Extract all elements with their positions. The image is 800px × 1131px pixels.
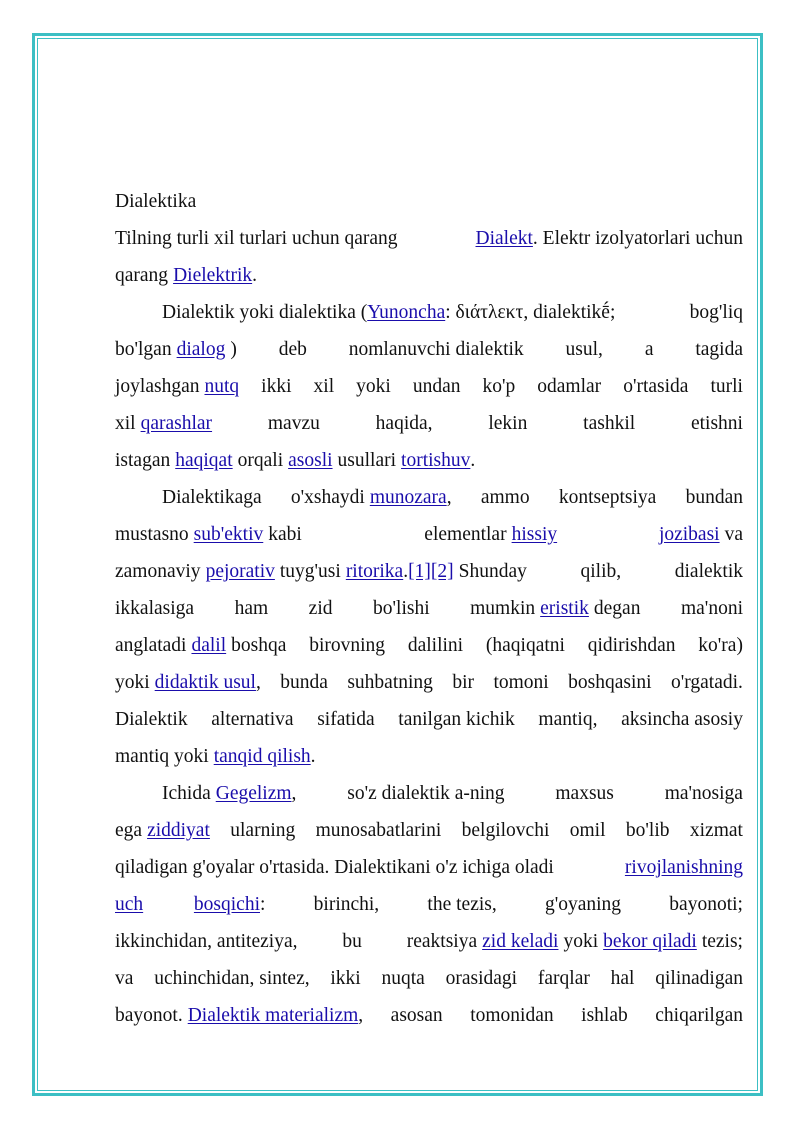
text: tomoni bbox=[493, 672, 549, 693]
text: hissiy bbox=[511, 524, 558, 545]
link-nutq[interactable]: nutq bbox=[204, 376, 240, 397]
link-ref-1[interactable]: [1] bbox=[408, 561, 431, 582]
p4-line-3 bbox=[115, 849, 743, 886]
text: bayonot. bbox=[115, 1005, 183, 1026]
link-dalil[interactable]: dalil bbox=[191, 635, 227, 656]
text: bog'liq bbox=[689, 302, 743, 323]
text: bo'lishi bbox=[373, 598, 430, 619]
text: ma'nosiga bbox=[664, 783, 743, 804]
text: ikkalasiga bbox=[115, 598, 195, 619]
text: yoki bbox=[563, 931, 599, 952]
link-gegelizm[interactable]: Gegelizm bbox=[215, 783, 292, 804]
text: degan bbox=[593, 598, 641, 619]
text: , bbox=[255, 672, 261, 693]
text: anglatadi bbox=[115, 635, 187, 656]
text: bo'lgan bbox=[115, 339, 172, 360]
p3-line-8 bbox=[115, 738, 743, 775]
link-subektiv[interactable]: sub'ektiv bbox=[193, 524, 264, 545]
text: tezis; bbox=[701, 931, 743, 952]
text: undan bbox=[412, 376, 461, 397]
p3-line-1 bbox=[115, 479, 743, 516]
text: boshqasini bbox=[568, 672, 652, 693]
p3-line-7 bbox=[115, 701, 743, 738]
text: qidirishdan bbox=[587, 635, 676, 656]
p4-line-2 bbox=[115, 812, 743, 849]
text: asosan bbox=[390, 1005, 443, 1026]
p2-line-5 bbox=[115, 442, 743, 479]
text: Ichida bbox=[162, 783, 211, 804]
link-ziddiyat[interactable]: ziddiyat bbox=[147, 820, 210, 841]
p2-line-4 bbox=[115, 405, 743, 442]
text: . Elektr izolyatorlari uchun bbox=[532, 228, 743, 249]
text: Dialektik bbox=[115, 709, 188, 730]
text: , bbox=[446, 487, 452, 508]
link-with-colon bbox=[115, 886, 265, 923]
text: alternativa bbox=[211, 709, 294, 730]
text: kontseptsiya bbox=[558, 487, 657, 508]
p3-line-2 bbox=[115, 516, 743, 553]
text: birovning bbox=[309, 635, 386, 656]
link-dialekt[interactable]: Dialekt bbox=[475, 228, 533, 249]
text: bo'lib bbox=[625, 820, 670, 841]
link-tanqid-qilish[interactable]: tanqid qilish bbox=[213, 746, 311, 767]
text: usul, bbox=[565, 339, 603, 360]
text: yoki bbox=[115, 672, 150, 693]
text: bir bbox=[452, 672, 475, 693]
p3-line-4 bbox=[115, 590, 743, 627]
text: deb bbox=[278, 339, 307, 360]
link-dialektik-materializm[interactable]: Dialektik materializm bbox=[187, 1005, 359, 1026]
document-title bbox=[115, 183, 743, 220]
text: nuqta bbox=[381, 968, 425, 989]
text: tagida bbox=[695, 339, 743, 360]
text: mavzu bbox=[267, 413, 320, 434]
text: Dialektik yoki dialektika ( bbox=[162, 302, 368, 323]
text: tomonidan bbox=[470, 1005, 554, 1026]
text: xil bbox=[313, 376, 335, 397]
text: bu bbox=[342, 931, 362, 952]
text: jozibasi bbox=[658, 524, 720, 545]
text: . bbox=[252, 265, 257, 286]
text: suhbatning bbox=[347, 672, 433, 693]
text: maxsus bbox=[555, 783, 614, 804]
text: ikki bbox=[261, 376, 292, 397]
link-pejorativ[interactable]: pejorativ bbox=[205, 561, 275, 582]
text: belgilovchi bbox=[461, 820, 550, 841]
text: bunda bbox=[280, 672, 328, 693]
text: o'rgatadi. bbox=[670, 672, 743, 693]
text: ) bbox=[230, 339, 237, 360]
text: tashkil bbox=[583, 413, 636, 434]
link-uch-bosqichi[interactable] bbox=[115, 886, 260, 923]
text: o'rtasida bbox=[623, 376, 689, 397]
p4-line-4 bbox=[115, 886, 743, 923]
text: orasidagi bbox=[445, 968, 518, 989]
text: omil bbox=[569, 820, 606, 841]
text: etishni bbox=[690, 413, 743, 434]
link-dialog[interactable]: dialog bbox=[176, 339, 226, 360]
text: haqida, bbox=[375, 413, 433, 434]
text: bayonoti; bbox=[669, 894, 743, 915]
link-rivojlanishning[interactable]: rivojlanishning bbox=[624, 857, 743, 878]
p3-line-6 bbox=[115, 664, 743, 701]
text: ikki bbox=[330, 968, 361, 989]
text: so'z dialektik a-ning bbox=[347, 783, 505, 804]
p3-line-5 bbox=[115, 627, 743, 664]
link-yunoncha[interactable]: Yunoncha bbox=[367, 302, 446, 323]
link-didaktik-usul[interactable]: didaktik usul bbox=[154, 672, 256, 693]
text: ko'ra) bbox=[698, 635, 743, 656]
text: tuyg'usi bbox=[279, 561, 341, 582]
text: , bbox=[358, 1005, 364, 1026]
text: zid bbox=[308, 598, 333, 619]
text: farqlar bbox=[537, 968, 590, 989]
text: . bbox=[403, 561, 409, 582]
link-haqiqat[interactable]: haqiqat bbox=[175, 450, 233, 471]
text: qilinadigan bbox=[655, 968, 743, 989]
text: xizmat bbox=[689, 820, 743, 841]
text: birinchi, bbox=[313, 894, 380, 915]
text: Tilning turli xil turlari uchun qarang bbox=[115, 228, 398, 249]
p2-line-2 bbox=[115, 331, 743, 368]
p4-line-1 bbox=[115, 775, 743, 812]
link-asosli[interactable]: asosli bbox=[288, 450, 333, 471]
text: mumkin bbox=[470, 598, 536, 619]
text: , bbox=[291, 783, 297, 804]
link-tortishuv[interactable]: tortishuv bbox=[401, 450, 471, 471]
p4-line-5 bbox=[115, 923, 743, 960]
text: kabi bbox=[268, 524, 302, 545]
text: mustasno bbox=[115, 524, 189, 545]
text: bundan bbox=[685, 487, 743, 508]
text: Shunday bbox=[458, 561, 527, 582]
link-munozara[interactable]: munozara bbox=[369, 487, 447, 508]
text: istagan bbox=[115, 450, 171, 471]
text: o'xshaydi bbox=[290, 487, 365, 508]
text: . bbox=[470, 450, 476, 471]
text: dialektik bbox=[674, 561, 743, 582]
link-eristik[interactable]: eristik bbox=[540, 598, 589, 619]
text: va bbox=[115, 968, 134, 989]
text: sifatida bbox=[317, 709, 375, 730]
text: uch bbox=[115, 894, 144, 915]
text: qilib, bbox=[580, 561, 622, 582]
link-ref-2[interactable]: [2] bbox=[430, 561, 454, 582]
text: odamlar bbox=[537, 376, 602, 397]
text: lekin bbox=[488, 413, 528, 434]
text: ko'p bbox=[482, 376, 516, 397]
text: mantiq, bbox=[538, 709, 598, 730]
p1-line-1 bbox=[115, 220, 743, 257]
text: aksincha asosiy bbox=[621, 709, 743, 730]
p2-line-1 bbox=[115, 294, 743, 331]
text: qarang bbox=[115, 265, 169, 286]
text: ham bbox=[234, 598, 269, 619]
text: ularning bbox=[230, 820, 296, 841]
text: turli bbox=[710, 376, 743, 397]
text: xil bbox=[115, 413, 136, 434]
link-dielektrik[interactable]: Dielektrik bbox=[173, 265, 253, 286]
p1-line-2 bbox=[115, 257, 743, 294]
text: uchinchidan, sintez, bbox=[154, 968, 310, 989]
text: ikkinchidan, antiteziya, bbox=[115, 931, 298, 952]
text: bosqichi bbox=[193, 894, 260, 915]
text: orqali bbox=[237, 450, 284, 471]
link-bekor-qiladi[interactable]: bekor qiladi bbox=[603, 931, 697, 952]
text: yoki bbox=[356, 376, 391, 397]
link-qarashlar[interactable]: qarashlar bbox=[140, 413, 213, 434]
text: joylashgan bbox=[115, 376, 200, 397]
text: (haqiqatni bbox=[485, 635, 565, 656]
p2-line-3 bbox=[115, 368, 743, 405]
document-body bbox=[115, 183, 743, 1034]
p3-line-3 bbox=[115, 553, 743, 590]
text: hal bbox=[610, 968, 635, 989]
text: : διάτλεκτ, dialektikḗ; bbox=[445, 302, 616, 323]
p4-line-7 bbox=[115, 997, 743, 1034]
text: ega bbox=[115, 820, 143, 841]
text: boshqa bbox=[231, 635, 287, 656]
title-text: Dialektika bbox=[115, 191, 197, 212]
text: ma'noni bbox=[680, 598, 743, 619]
link-ritorika[interactable]: ritorika bbox=[345, 561, 404, 582]
text: elementlar bbox=[424, 524, 507, 545]
text: tanilgan kichik bbox=[398, 709, 515, 730]
link-zid-keladi[interactable]: zid keladi bbox=[482, 931, 559, 952]
text: mantiq yoki bbox=[115, 746, 209, 767]
text: qiladigan g'oyalar o'rtasida. Dialektikani o'z ichiga oladi bbox=[115, 857, 554, 878]
text: chiqarilgan bbox=[655, 1005, 743, 1026]
text: munosabatlarini bbox=[315, 820, 442, 841]
text: . bbox=[310, 746, 316, 767]
text: zamonaviy bbox=[115, 561, 201, 582]
text: g'oyaning bbox=[544, 894, 622, 915]
text: nomlanuvchi dialektik bbox=[348, 339, 524, 360]
text: Dialektikaga bbox=[162, 487, 262, 508]
text: va bbox=[724, 524, 743, 545]
p4-line-6 bbox=[115, 960, 743, 997]
text: a bbox=[644, 339, 654, 360]
text: usullari bbox=[337, 450, 397, 471]
link-hissiy-jozibasi[interactable] bbox=[512, 516, 720, 553]
text: ishlab bbox=[581, 1005, 628, 1026]
text: reaktsiya bbox=[406, 931, 478, 952]
text: the tezis, bbox=[427, 894, 497, 915]
text: : bbox=[260, 894, 266, 915]
text: ammo bbox=[480, 487, 530, 508]
text: dalilini bbox=[407, 635, 464, 656]
